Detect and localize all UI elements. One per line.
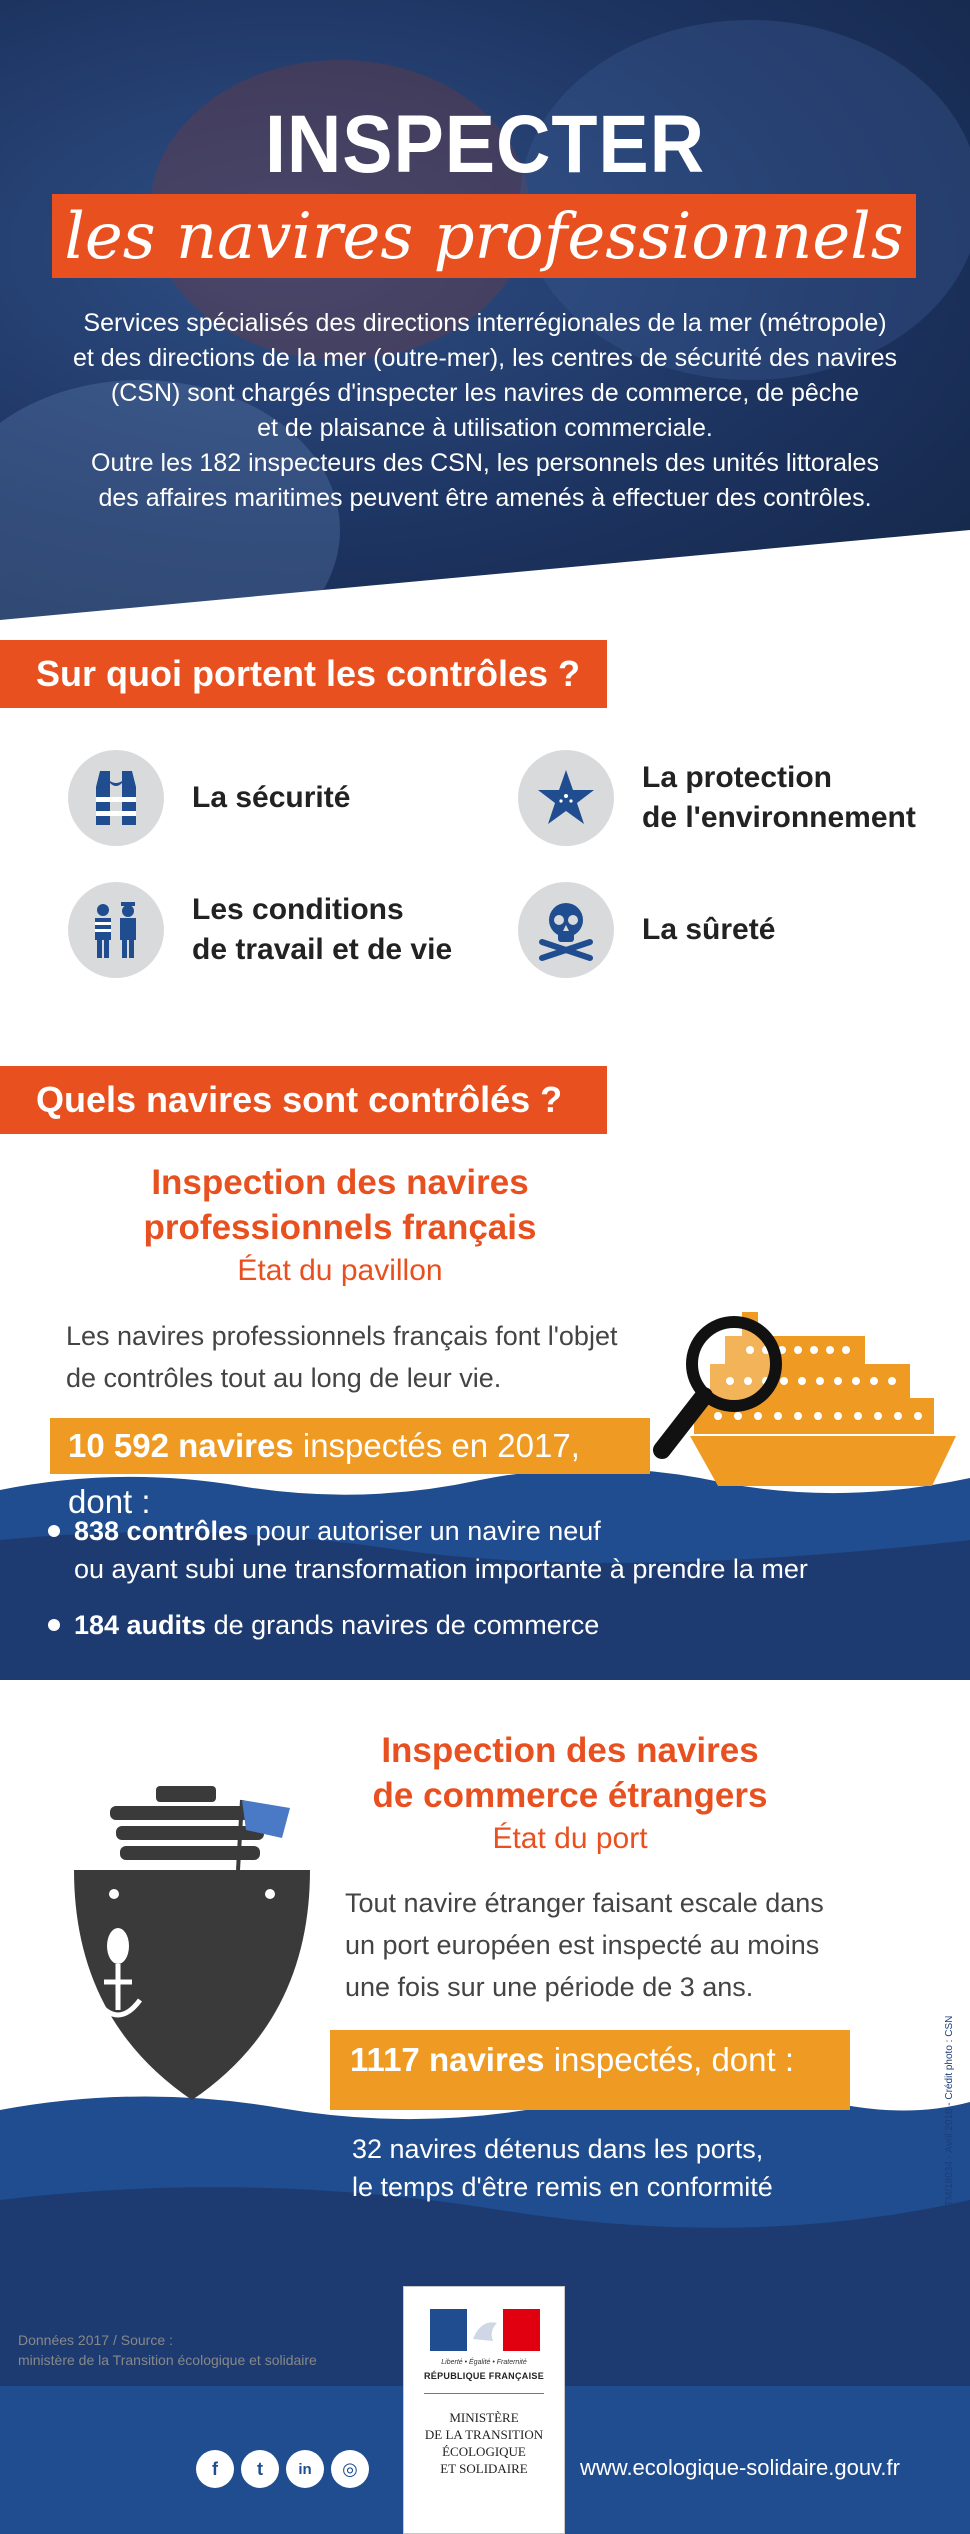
french-description	[66, 1315, 686, 1399]
foreign-description	[345, 1882, 905, 2008]
title-line: Inspection des navires	[381, 1731, 759, 1770]
french-inspection-title	[100, 1160, 580, 1250]
ministry-line: ÉCOLOGIQUE	[442, 2444, 526, 2459]
detained-line: le temps d'être remis en conformité	[352, 2172, 773, 2202]
control-item-safety	[68, 750, 350, 846]
logo-divider	[424, 2393, 544, 2394]
page-subtitle: les navires professionnels	[64, 200, 904, 274]
source-line: ministère de la Transition écologique et solidaire	[18, 2352, 317, 2368]
count-value: 1117 navires	[350, 2041, 545, 2078]
control-item-working-conditions	[68, 882, 452, 978]
control-label	[642, 758, 916, 838]
bullet-text: de grands navires de commerce	[206, 1610, 600, 1640]
flag-white	[467, 2309, 504, 2351]
intro-line: des affaires maritimes peuvent être amenés à effectuer des contrôles.	[98, 484, 872, 512]
republic-flag	[430, 2309, 540, 2351]
intro-line: et de plaisance à utilisation commerciale.	[257, 414, 713, 442]
intro-line: et des directions de la mer (outre-mer), les centres de sécurité des navires	[73, 344, 897, 372]
french-count-bar	[50, 1418, 650, 1520]
bullet-text: ou ayant subi une transformation importante à prendre la mer	[74, 1554, 808, 1584]
skull-crossbones-icon	[518, 882, 614, 978]
control-label: La sécurité	[192, 781, 351, 814]
bullet-text: pour autoriser un navire neuf	[248, 1516, 601, 1546]
bullet-audits	[48, 1606, 599, 1644]
detained-line: 32 navires détenus dans les ports,	[352, 2134, 764, 2164]
bullet-dot	[48, 1619, 60, 1631]
instagram-icon[interactable]: ◎	[331, 2450, 369, 2488]
ministry-line: ET SOLIDAIRE	[440, 2461, 528, 2476]
control-label-line: de l'environnement	[642, 801, 916, 834]
title-line: de commerce étrangers	[372, 1776, 768, 1815]
intro-line: Outre les 182 inspecteurs des CSN, les personnels des unités littorales	[91, 449, 879, 477]
credit-text: DICOM/DGITM/18034 - Avril 2018 - Crédit photo : CSN	[944, 2015, 955, 2260]
intro-line: Services spécialisés des directions interrégionales de la mer (métropole)	[83, 309, 887, 337]
title-line: Inspection des navires	[151, 1163, 529, 1202]
intro-line: (CSN) sont chargés d'inspecter les navires de commerce, de pêche	[110, 379, 860, 407]
description-line: Les navires professionnels français font l'objet	[66, 1321, 618, 1351]
detained-ships-text	[352, 2130, 773, 2206]
description-line: de contrôles tout au long de leur vie.	[66, 1363, 502, 1393]
flag-blue	[430, 2309, 467, 2351]
bullet-value: 838 contrôles	[74, 1516, 249, 1546]
count-value: 10 592 navires	[68, 1427, 294, 1464]
section-heading-controls: Sur quoi portent les contrôles ?	[0, 640, 607, 708]
republic-motto: Liberté • Égalité • Fraternité	[441, 2359, 527, 2366]
ministry-line: MINISTÈRE	[449, 2410, 519, 2425]
foreign-inspection-title	[330, 1728, 810, 1818]
sailors-icon	[68, 882, 164, 978]
flag-red	[503, 2309, 540, 2351]
republic-name: RÉPUBLIQUE FRANÇAISE	[423, 2371, 544, 2381]
ministry-name	[404, 2409, 564, 2477]
bullet-dot	[48, 1525, 60, 1537]
description-line: Tout navire étranger faisant escale dans	[345, 1888, 824, 1918]
flag-state-label: État du pavillon	[237, 1254, 443, 1287]
section-heading-vessels: Quels navires sont contrôlés ?	[0, 1066, 607, 1134]
linkedin-icon[interactable]: in	[286, 2450, 324, 2488]
life-jacket-icon	[68, 750, 164, 846]
website-link[interactable]: www.ecologique-solidaire.gouv.fr	[580, 2455, 900, 2480]
control-item-environment	[518, 750, 916, 846]
control-item-security	[518, 882, 775, 978]
magnifier-icon	[648, 1310, 788, 1470]
ministry-line: DE LA TRANSITION	[424, 2427, 544, 2442]
control-label-line: La protection	[642, 761, 833, 794]
port-state-label: État du port	[492, 1822, 648, 1855]
intro-text	[40, 306, 930, 516]
foreign-count-bar	[330, 2030, 850, 2110]
facebook-icon[interactable]: f	[196, 2450, 234, 2488]
twitter-icon[interactable]: t	[241, 2450, 279, 2488]
description-line: une fois sur une période de 3 ans.	[345, 1972, 754, 2002]
bullet-new-ships	[48, 1512, 808, 1588]
page-title: INSPECTER	[264, 99, 706, 190]
count-text: inspectés, dont :	[544, 2041, 795, 2078]
control-label	[192, 890, 452, 970]
data-source	[18, 2330, 317, 2370]
bullet-value: 184 audits	[74, 1610, 207, 1640]
cargo-ship-illustration	[60, 1760, 330, 2110]
control-label: La sûreté	[642, 913, 776, 946]
control-label-line: Les conditions	[192, 893, 404, 926]
title-line: professionnels français	[143, 1208, 537, 1247]
count-text: inspectés en 2017, dont :	[68, 1427, 580, 1520]
ministry-logo	[403, 2286, 565, 2534]
source-line: Données 2017 / Source :	[18, 2332, 173, 2348]
starfish-icon	[518, 750, 614, 846]
control-label-line: de travail et de vie	[192, 933, 453, 966]
description-line: un port européen est inspecté au moins	[345, 1930, 820, 1960]
